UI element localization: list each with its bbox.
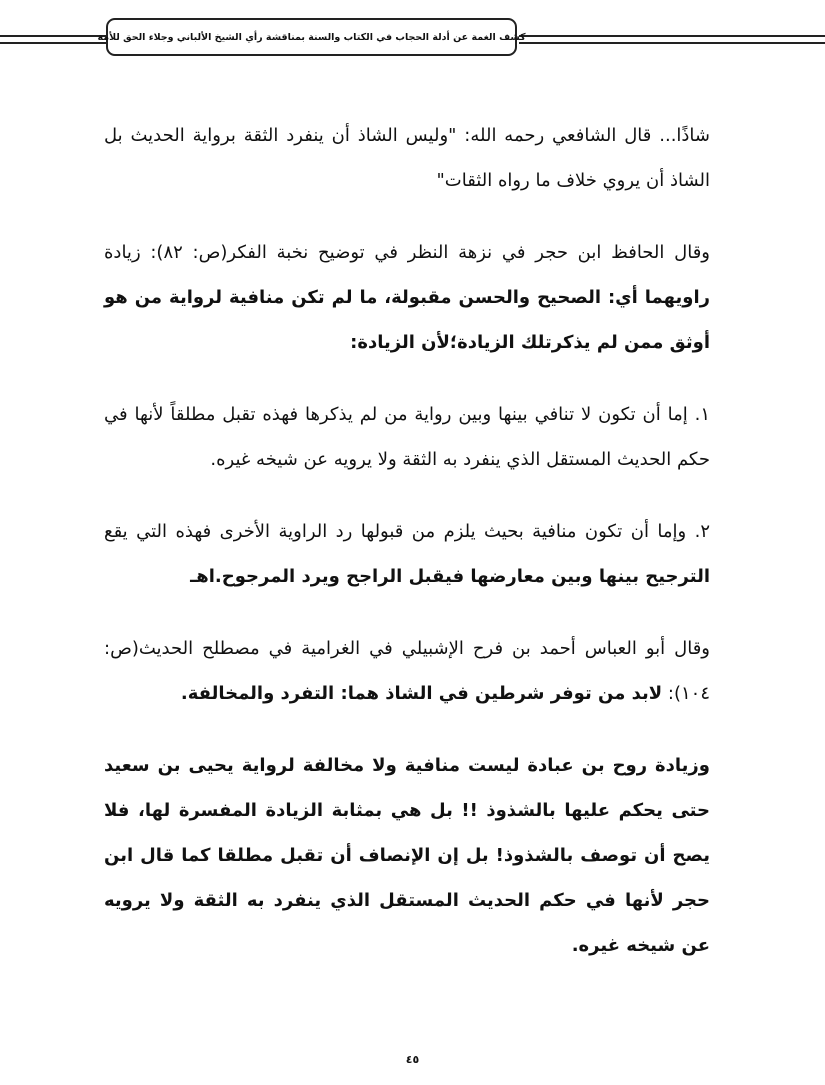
header-rule-right-top	[519, 35, 825, 37]
paragraph-point-two: ٢. وإما أن تكون منافية بحيث يلزم من قبولها رد الراوية الأخرى فهذه التي يقع الترجيح بينها وبين معارضها فيقبل الراجح ويرد المرجوح.اهـ	[104, 521, 710, 587]
paragraph-ishbili-quote: وقال أبو العباس أحمد بن فرح الإشبيلي في الغرامية في مصطلح الحديث(ص: ١٠٤): لابد من توفر شرطين في الشاذ هما: التفرد والمخالفة.	[104, 638, 710, 704]
header-title-box	[97, 18, 526, 56]
paragraph-ibn-hajar-quote: وقال الحافظ ابن حجر في نزهة النظر في توضيح نخبة الفكر(ص: ٨٢): زيادة راويهما أي: الصحيح والحسن مقبولة، ما لم تكن منافية لرواية من هو أوثق ممن لم يذكرتلك الزيادة؛لأن الزيادة:	[104, 242, 711, 353]
paragraph-shafii-quote: شاذًا... قال الشافعي رحمه الله: "وليس الشاذ أن ينفرد الثقة برواية الحديث بل الشاذ أن يروي خلاف ما رواه الثقات"	[104, 125, 710, 191]
paragraph-conclusion: وزيادة روح بن عبادة ليست منافية ولا مخالفة لرواية يحيى بن سعيد حتى يحكم عليها بالشذوذ !! بل هي بمثابة الزيادة المفسرة لها، فلا يصح أن توصف بالشذوذ! بل إن الإنصاف أن تقبل مطلقا كما قال ابن حجر لأنها في حكم الحديث المستقل الذي ينفرد به الثقة ولا يرويه عن شيخه غيره.	[104, 755, 710, 956]
emphasized-text: لابد من توفر شرطين في الشاذ هما: التفرد والمخالفة.	[180, 683, 663, 704]
header-rule-left-bottom	[0, 42, 106, 44]
emphasized-text: راويهما أي: الصحيح والحسن مقبولة، ما لم تكن منافية لرواية من هو أوثق ممن لم يذكرتلك الزيادة؛لأن الزيادة:	[104, 287, 710, 353]
header-rule-right-bottom	[519, 42, 825, 44]
running-header	[0, 18, 825, 60]
page-body	[104, 113, 710, 995]
emphasized-text: الترجيح بينها وبين معارضها فيقبل الراجح ويرد المرجوح.اهـ	[190, 566, 710, 587]
book-title: كشف الغمة عن أدلة الحجاب في الكتاب والسنة بمناقشة رأي الشيخ الألباني وجلاء الحق للأمة	[97, 31, 526, 43]
page-number: ٤٥	[405, 1053, 420, 1066]
header-rule-left-top	[0, 35, 106, 37]
paragraph-point-one: ١. إما أن تكون لا تنافي بينها وبين رواية من لم يذكرها فهذه تقبل مطلقاً لأنها في حكم الحديث المستقل الذي ينفرد به الثقة ولا يرويه عن شيخه غيره.	[104, 404, 710, 470]
